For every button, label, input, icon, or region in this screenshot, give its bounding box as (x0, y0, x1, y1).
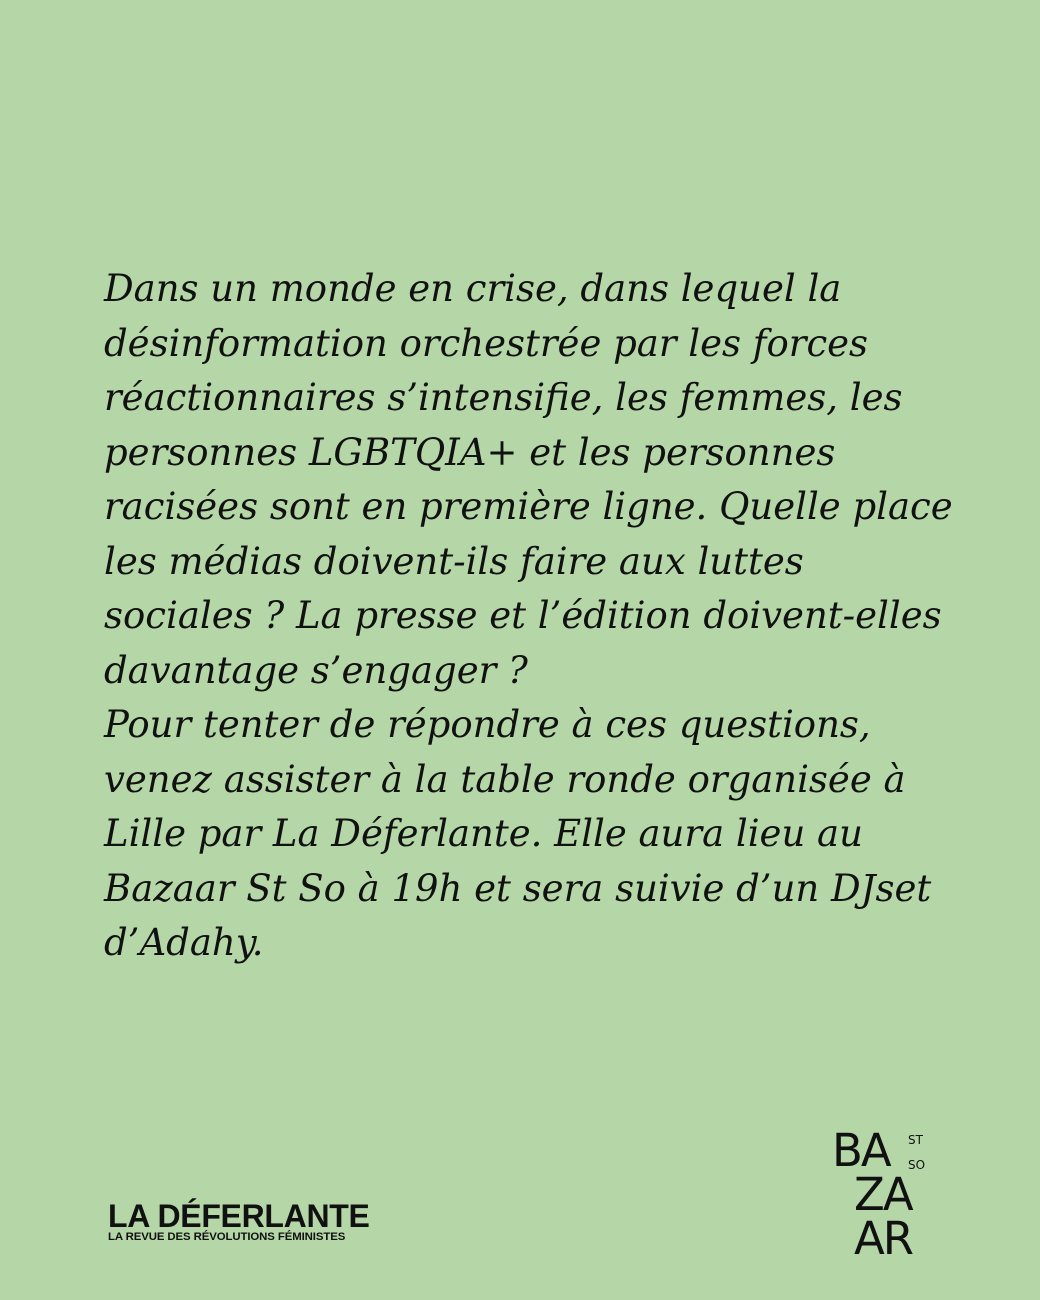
bazaar-logo-row-1: BA (832, 1124, 890, 1177)
body-line: Bazaar St So à 19h et sera suivie d’un DJset (104, 866, 932, 910)
body-line: racisées sont en première ligne. Quelle place (104, 485, 953, 528)
body-line: personnes LGBTQIA+ et les personnes (104, 430, 836, 474)
body-line: les médias doivent-ils faire aux luttes (104, 539, 804, 583)
body-line: Pour tenter de répondre à ces questions, (104, 703, 871, 746)
bazaar-logo-row-3: AR (854, 1212, 913, 1265)
body-line: sociales ? La presse et l’édition doivent-elles (104, 594, 942, 637)
bazaar-logo-st: ST (908, 1133, 923, 1147)
body-line: Dans un monde en crise, dans lequel la (104, 267, 842, 310)
body-line: venez assister à la table ronde organisée à (104, 757, 906, 801)
body-line: Lille par La Déferlante. Elle aura lieu au (104, 812, 863, 855)
bazaar-logo-row-2: ZA (854, 1168, 912, 1221)
la-deferlante-wordmark: LA DÉFERLANTE (108, 1198, 370, 1234)
la-deferlante-tagline: LA REVUE DES RÉVOLUTIONS FÉMINISTES (108, 1231, 346, 1243)
body-line: réactionnaires s’intensifie, les femmes, les (104, 376, 903, 419)
body-line: désinformation orchestrée par les forces (104, 321, 869, 365)
bazaar-logo-so: SO (908, 1158, 926, 1172)
body-line: d’Adahy. (104, 921, 264, 964)
body-text (104, 262, 974, 971)
body-line: davantage s’engager ? (104, 648, 528, 692)
la-deferlante-logo (108, 1199, 430, 1243)
